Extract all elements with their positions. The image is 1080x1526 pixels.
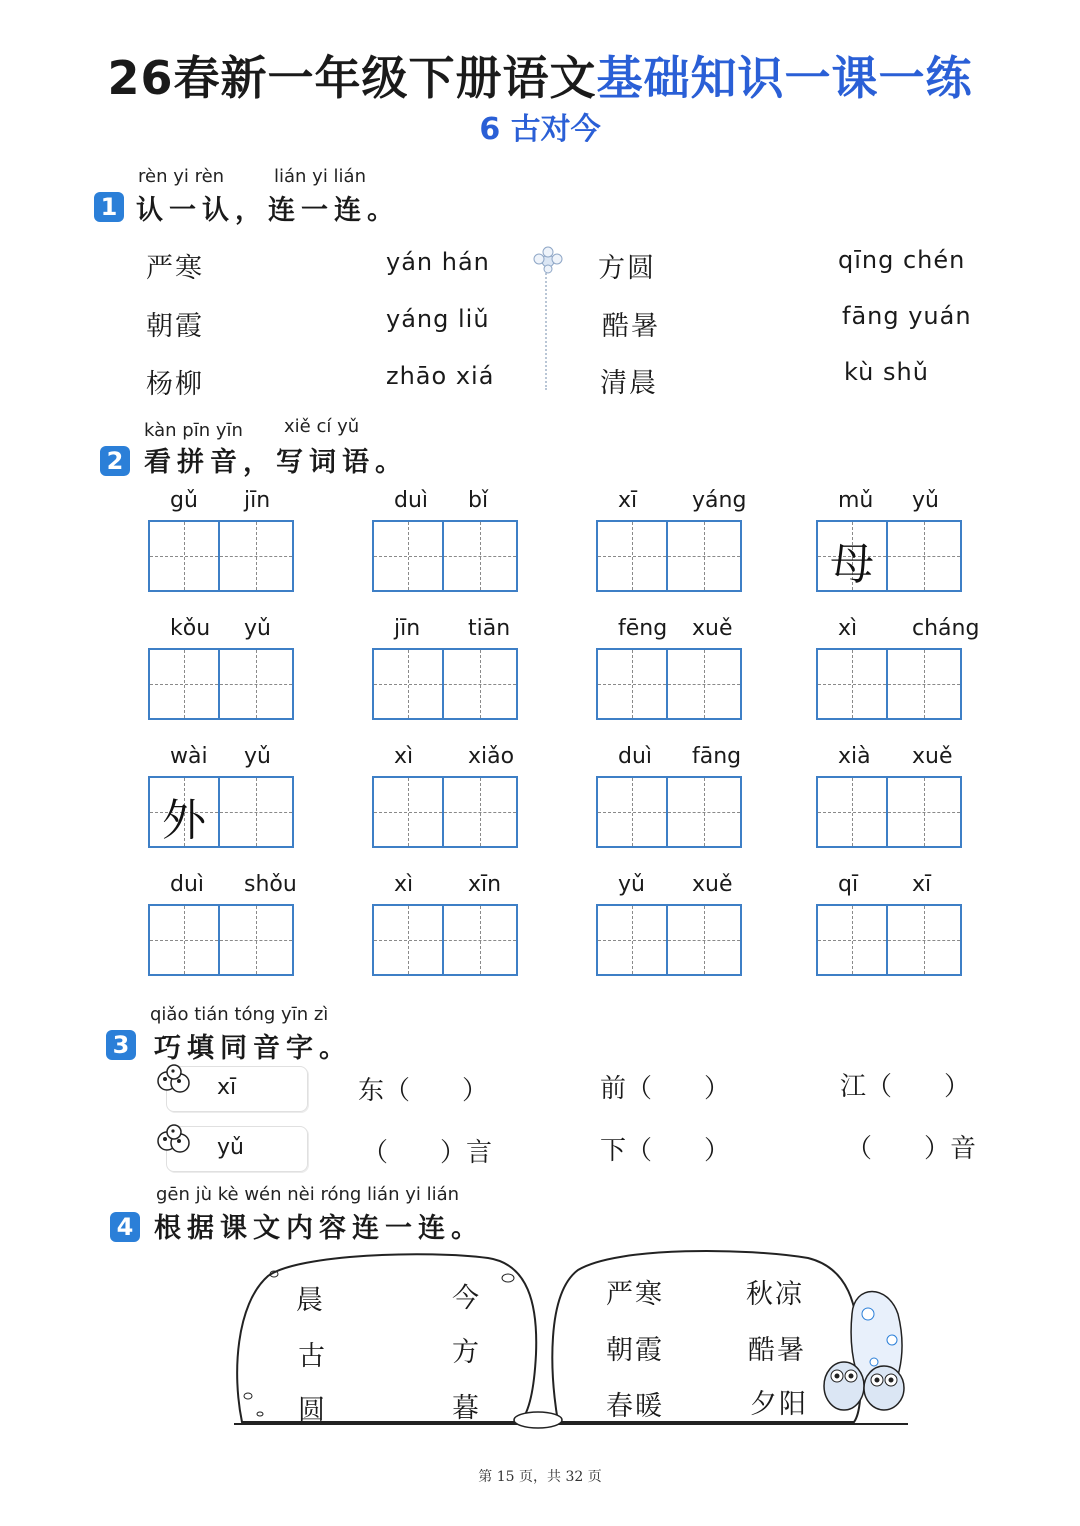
berry-icon bbox=[155, 1061, 193, 1095]
q2-writing-cell[interactable] bbox=[444, 904, 518, 976]
q2-writing-grid bbox=[148, 648, 294, 720]
q2-writing-grid bbox=[816, 648, 962, 720]
q2-writing-cell[interactable] bbox=[888, 520, 962, 592]
q4-right-word: 夕阳 bbox=[750, 1389, 808, 1420]
q2-pinyin-a: kàn pīn yīn bbox=[144, 420, 243, 441]
q2-writing-cell[interactable] bbox=[148, 776, 220, 848]
q2-writing-cell[interactable] bbox=[372, 648, 444, 720]
q1-left-word: 朝霞 bbox=[146, 311, 204, 342]
q2-pinyin: xì bbox=[838, 616, 858, 641]
q2-writing-grid bbox=[596, 776, 742, 848]
q2-writing-cell[interactable] bbox=[220, 520, 294, 592]
q3-blank[interactable]: 东（ ） bbox=[358, 1076, 489, 1106]
q2-writing-cell[interactable] bbox=[816, 776, 888, 848]
q3-blank[interactable]: 前（ ） bbox=[600, 1074, 731, 1104]
q2-writing-cell[interactable] bbox=[148, 648, 220, 720]
q2-pinyin: xià bbox=[838, 744, 871, 769]
q3-sound-label: xī bbox=[217, 1075, 237, 1100]
q2-writing-cell[interactable] bbox=[888, 904, 962, 976]
q2-pinyin: yáng bbox=[692, 488, 747, 513]
q3-number-badge: 3 bbox=[106, 1030, 136, 1060]
q4-left-char: 暮 bbox=[452, 1393, 481, 1424]
q2-pinyin: yǔ bbox=[244, 616, 271, 641]
q2-pinyin: bǐ bbox=[468, 488, 489, 513]
q2-pinyin: jīn bbox=[244, 488, 271, 513]
title-blue: 基础知识一课一练 bbox=[596, 51, 973, 105]
q2-pinyin: xīn bbox=[468, 872, 502, 897]
q2-pinyin: duì bbox=[618, 744, 653, 769]
flower-icon bbox=[530, 246, 566, 276]
q1-left-pinyin: zhāo xiá bbox=[386, 362, 495, 390]
q2-writing-cell[interactable] bbox=[816, 520, 888, 592]
q2-cell-char: 外 bbox=[162, 795, 206, 846]
q1-instruction: 认一认，连一连。 bbox=[136, 195, 400, 226]
q2-writing-grid bbox=[372, 648, 518, 720]
q2-writing-cell[interactable] bbox=[596, 520, 668, 592]
q4-left-char: 圆 bbox=[298, 1395, 327, 1426]
q4-right-word: 严寒 bbox=[606, 1279, 664, 1310]
q2-pinyin: yǔ bbox=[912, 488, 939, 513]
berry-icon bbox=[155, 1121, 193, 1155]
q2-writing-grid bbox=[596, 904, 742, 976]
title-black: 26春新一年级下册语文 bbox=[107, 51, 597, 105]
q2-writing-cell[interactable] bbox=[148, 904, 220, 976]
q2-pinyin: xī bbox=[912, 872, 932, 897]
page-title bbox=[0, 42, 1080, 108]
q2-writing-cell[interactable] bbox=[668, 520, 742, 592]
q2-writing-cell[interactable] bbox=[668, 904, 742, 976]
q2-writing-cell[interactable] bbox=[596, 776, 668, 848]
q1-left-word: 严寒 bbox=[146, 253, 204, 284]
q2-writing-cell[interactable] bbox=[220, 904, 294, 976]
q1-right-pinyin: fāng yuán bbox=[842, 302, 972, 330]
q3-blank[interactable]: （ ）音 bbox=[846, 1134, 977, 1164]
q2-writing-grid bbox=[148, 904, 294, 976]
q2-pinyin: xì bbox=[394, 872, 414, 897]
q4-pinyin: gēn jù kè wén nèi róng lián yi lián bbox=[156, 1184, 460, 1205]
q2-writing-cell[interactable] bbox=[816, 648, 888, 720]
q2-pinyin: tiān bbox=[468, 616, 511, 641]
q2-writing-grid bbox=[148, 520, 294, 592]
q1-right-word: 酷暑 bbox=[602, 311, 660, 342]
q4-left-char: 今 bbox=[452, 1283, 481, 1314]
q4-left-char: 方 bbox=[452, 1337, 481, 1368]
q2-writing-cell[interactable] bbox=[220, 776, 294, 848]
q3-sound-label: yǔ bbox=[217, 1135, 244, 1160]
q2-writing-grid bbox=[596, 648, 742, 720]
q2-writing-grid bbox=[816, 776, 962, 848]
q2-instruction: 看拼音，写词语。 bbox=[144, 447, 408, 478]
q2-writing-cell[interactable] bbox=[668, 776, 742, 848]
q2-pinyin: wài bbox=[170, 744, 208, 769]
q2-pinyin: gǔ bbox=[170, 488, 198, 513]
q2-writing-grid bbox=[372, 776, 518, 848]
q2-pinyin: duì bbox=[394, 488, 429, 513]
q2-writing-cell[interactable] bbox=[220, 648, 294, 720]
q3-pinyin: qiǎo tián tóng yīn zì bbox=[150, 1004, 329, 1025]
q3-sound-card bbox=[166, 1066, 308, 1112]
q2-writing-cell[interactable] bbox=[596, 648, 668, 720]
q1-left-pinyin: yán hán bbox=[386, 248, 490, 276]
q2-pinyin: xuě bbox=[692, 616, 733, 641]
q4-left-char: 古 bbox=[298, 1341, 327, 1372]
q1-pinyin-a: rèn yi rèn bbox=[138, 166, 225, 187]
q4-right-word: 春暖 bbox=[606, 1391, 664, 1422]
q2-writing-grid bbox=[596, 520, 742, 592]
q4-instruction: 根据课文内容连一连。 bbox=[154, 1213, 484, 1244]
q2-writing-cell[interactable] bbox=[816, 904, 888, 976]
q1-right-pinyin: kù shǔ bbox=[844, 358, 929, 386]
q2-pinyin: kǒu bbox=[170, 616, 211, 641]
q2-writing-cell[interactable] bbox=[444, 648, 518, 720]
q2-writing-cell[interactable] bbox=[444, 520, 518, 592]
q2-writing-cell[interactable] bbox=[148, 520, 220, 592]
page-footer: 第 15 页，共 32 页 bbox=[478, 1469, 602, 1485]
flower-stem-divider bbox=[545, 262, 549, 390]
q1-right-word: 清晨 bbox=[600, 368, 658, 399]
q2-pinyin: yǔ bbox=[244, 744, 271, 769]
q2-cell-char: 母 bbox=[830, 539, 874, 590]
q2-writing-cell[interactable] bbox=[596, 904, 668, 976]
q2-writing-grid bbox=[148, 776, 294, 848]
q1-number-badge: 1 bbox=[94, 192, 124, 222]
q3-instruction: 巧填同音字。 bbox=[154, 1033, 352, 1064]
q1-left-word: 杨柳 bbox=[146, 369, 204, 400]
q2-writing-grid bbox=[816, 520, 962, 592]
q2-writing-grid bbox=[372, 520, 518, 592]
q2-pinyin: xuě bbox=[912, 744, 953, 769]
q2-writing-cell[interactable] bbox=[372, 904, 444, 976]
q2-pinyin: shǒu bbox=[244, 872, 297, 897]
q4-number-badge: 4 bbox=[110, 1212, 140, 1242]
q2-writing-grid bbox=[372, 904, 518, 976]
q2-writing-cell[interactable] bbox=[372, 520, 444, 592]
q2-writing-cell[interactable] bbox=[888, 648, 962, 720]
q3-blank[interactable]: （ ）言 bbox=[362, 1138, 493, 1168]
q2-pinyin: duì bbox=[170, 872, 205, 897]
q1-pinyin-b: lián yi lián bbox=[274, 166, 366, 187]
owl-icon bbox=[814, 1346, 914, 1416]
q4-left-char: 晨 bbox=[296, 1285, 325, 1316]
q2-writing-cell[interactable] bbox=[668, 648, 742, 720]
q2-pinyin: yǔ bbox=[618, 872, 645, 897]
q2-writing-grid bbox=[816, 904, 962, 976]
lesson-subtitle: 6 古对今 bbox=[479, 112, 601, 147]
q3-blank[interactable]: 下（ ） bbox=[600, 1136, 731, 1166]
q3-sound-card bbox=[166, 1126, 308, 1172]
q2-writing-cell[interactable] bbox=[444, 776, 518, 848]
q2-pinyin: xiǎo bbox=[468, 744, 515, 769]
q2-pinyin: xì bbox=[394, 744, 414, 769]
q1-right-pinyin: qīng chén bbox=[838, 246, 966, 274]
q2-pinyin: qī bbox=[838, 872, 859, 897]
q4-right-word: 朝霞 bbox=[606, 1335, 664, 1366]
q2-pinyin: cháng bbox=[912, 616, 980, 641]
q2-writing-cell[interactable] bbox=[888, 776, 962, 848]
q2-pinyin: fēng bbox=[618, 616, 668, 641]
q2-writing-cell[interactable] bbox=[372, 776, 444, 848]
q1-left-pinyin: yáng liǔ bbox=[386, 305, 490, 333]
q4-right-word: 秋凉 bbox=[746, 1279, 804, 1310]
q2-pinyin: jīn bbox=[394, 616, 421, 641]
q2-pinyin: mǔ bbox=[838, 488, 874, 513]
q2-pinyin: fāng bbox=[692, 744, 742, 769]
q2-pinyin: xuě bbox=[692, 872, 733, 897]
q2-pinyin: xī bbox=[618, 488, 638, 513]
q1-right-word: 方圆 bbox=[598, 253, 656, 284]
q3-blank[interactable]: 江（ ） bbox=[840, 1072, 971, 1102]
q2-pinyin-b: xiě cí yǔ bbox=[284, 416, 360, 437]
q4-right-word: 酷暑 bbox=[748, 1335, 806, 1366]
q2-number-badge: 2 bbox=[100, 446, 130, 476]
